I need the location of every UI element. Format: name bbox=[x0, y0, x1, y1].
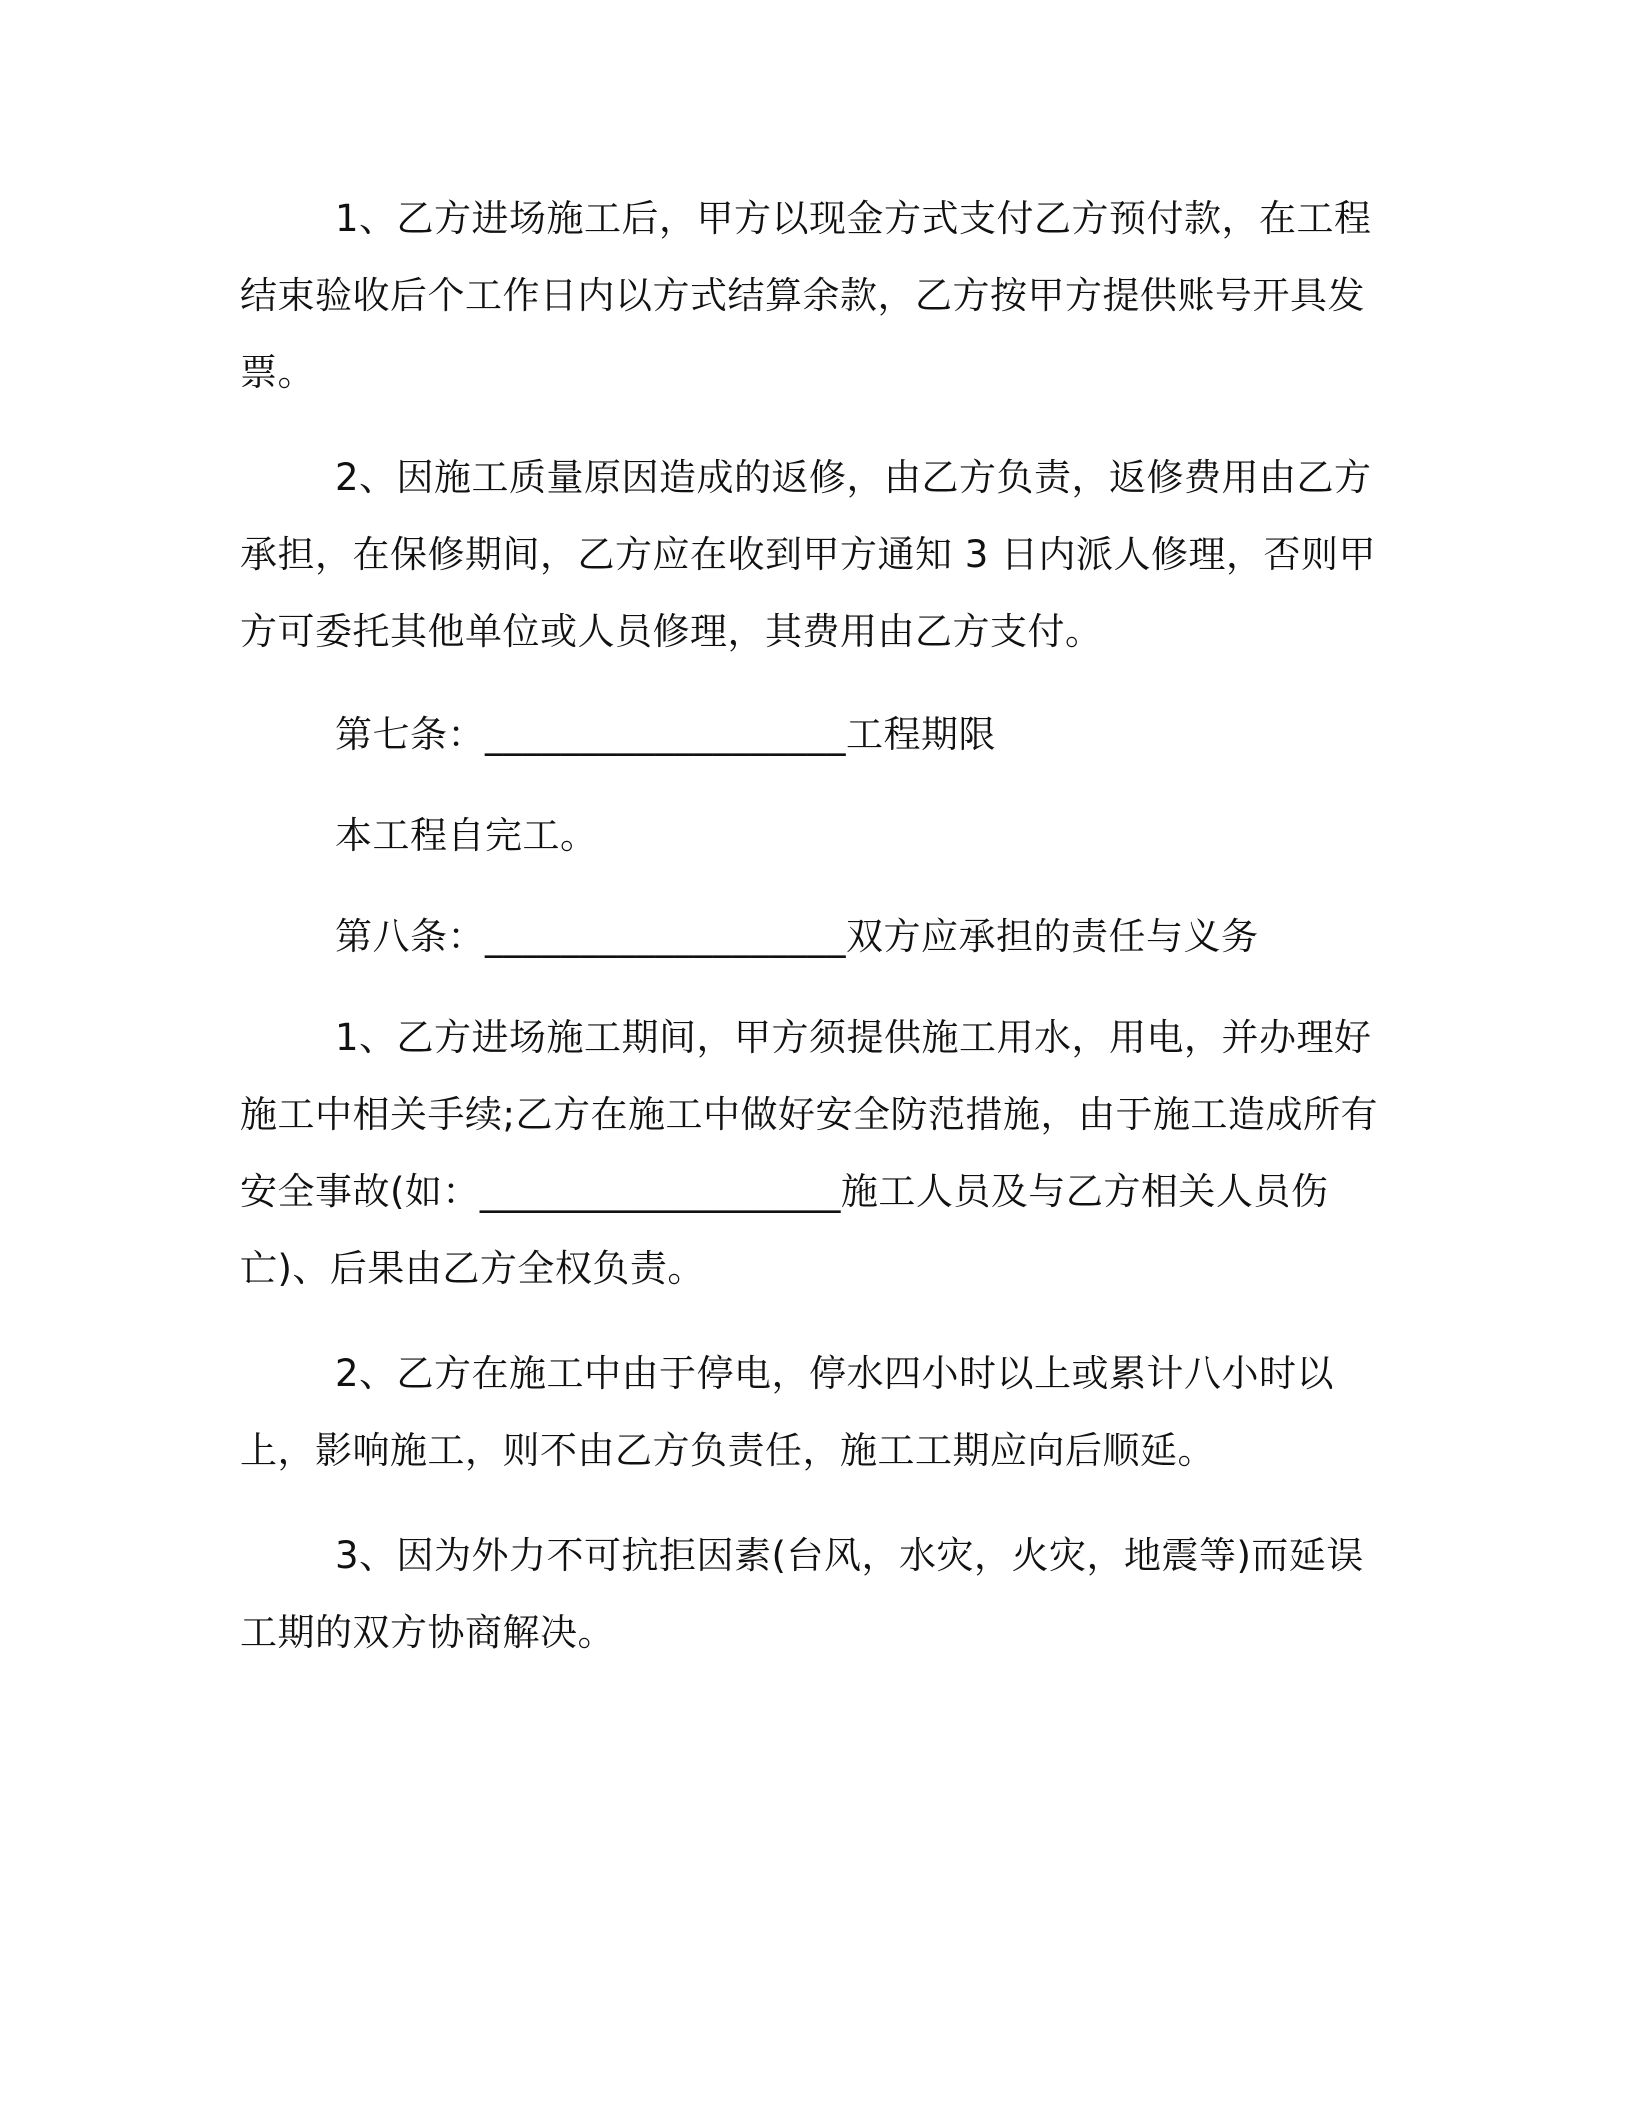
paragraph-force-majeure: 3、因为外力不可抗拒因素(台风，水灾，火灾，地震等)而延误工期的双方协商解决。 bbox=[240, 1534, 1364, 1654]
paragraph-safety: 1、乙方进场施工期间，甲方须提供施工用水，用电，并办理好施工中相关手续;乙方在施工中做好安全防范措施，由于施工造成所有安全事故(如：___________________施工人员及与乙方相关人员伤亡)、后果由乙方全权负责。 bbox=[240, 1016, 1378, 1290]
article-seven-heading: 第七条：___________________工程期限 bbox=[335, 713, 996, 756]
paragraph-completion: 本工程自完工。 bbox=[335, 814, 598, 857]
article-eight-heading: 第八条：___________________双方应承担的责任与义务 bbox=[335, 915, 1259, 958]
paragraph-repair: 2、因施工质量原因造成的返修，由乙方负责，返修费用由乙方承担，在保修期间，乙方应在收到甲方通知 3 日内派人修理，否则甲方可委托其他单位或人员修理，其费用由乙方支付。 bbox=[240, 456, 1377, 653]
document-body bbox=[240, 180, 1400, 1671]
paragraph-payment: 1、乙方进场施工后，甲方以现金方式支付乙方预付款，在工程结束验收后个工作日内以方式结算余款，乙方按甲方提供账号开具发票。 bbox=[240, 197, 1372, 394]
paragraph-power-outage: 2、乙方在施工中由于停电，停水四小时以上或累计八小时以上，影响施工，则不由乙方负责任，施工工期应向后顺延。 bbox=[240, 1352, 1335, 1472]
